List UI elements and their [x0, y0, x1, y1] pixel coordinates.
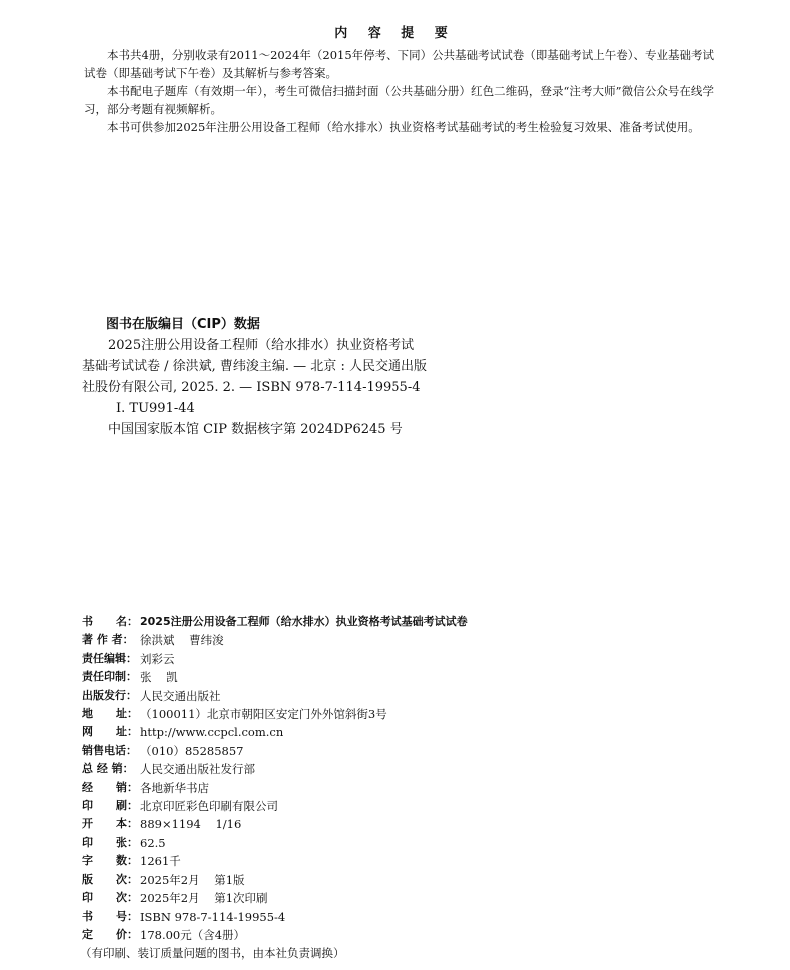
- colophon-row-price: [82, 926, 732, 944]
- colophon-value: 62.5: [140, 835, 166, 850]
- colophon-row-distributor: [82, 779, 732, 797]
- colophon-label: 书 号：: [82, 909, 138, 923]
- colophon-value: 人民交通出版社发行部: [140, 762, 255, 777]
- colophon-label: 销售电话：: [82, 743, 137, 757]
- colophon-label: 著 作 者：: [82, 633, 134, 647]
- colophon-label: 责任编辑：: [82, 651, 137, 665]
- colophon-label: 地 址：: [82, 707, 138, 721]
- colophon-value: 889×1194 1/16: [140, 817, 242, 832]
- colophon-row-sales-phone: [82, 742, 732, 760]
- colophon-label: 版 次：: [82, 872, 138, 886]
- cip-author-line: 基础考试试卷 / 徐洪斌, 曹纬浚主编. — 北京 : 人民交通出版: [82, 359, 427, 374]
- summary-paragraph-2: 本书配电子题库（有效期一年），考生可微信扫描封面（公共基础分册）红色二维码，登录“注考大师”微信公众号在线学习，部分考题有视频解析。: [84, 84, 714, 116]
- colophon-row-print-manager: [82, 668, 732, 686]
- colophon-row-word-count: [82, 852, 732, 870]
- colophon-value: 各地新华书店: [140, 780, 209, 795]
- colophon-value: 2025年2月 第1次印刷: [140, 891, 268, 906]
- colophon-value: 张 凯: [140, 670, 178, 685]
- colophon-row-printer: [82, 797, 732, 815]
- colophon-label: 印 刷：: [82, 799, 138, 813]
- colophon-label: 经 销：: [82, 780, 138, 794]
- colophon-footnote: （有印刷、装订质量问题的图书，由本社负责调换）: [80, 946, 345, 961]
- colophon-row-address: [82, 705, 732, 723]
- cip-heading: 图书在版编目（CIP）数据: [106, 317, 260, 332]
- colophon-value: 人民交通出版社: [140, 688, 221, 703]
- colophon-value: http://www.ccpcl.com.cn: [140, 725, 284, 740]
- colophon-row-editor: [82, 650, 732, 668]
- colophon-label: 印 次：: [82, 891, 138, 905]
- colophon-row-format: [82, 815, 732, 833]
- colophon-value: 1261千: [140, 854, 181, 869]
- summary-paragraph-3: 本书可供参加2025年注册公用设备工程师（给水排水）执业资格考试基础考试的考生检验复习效果、准备考试使用。: [107, 120, 700, 134]
- colophon-value: 刘彩云: [140, 651, 175, 666]
- colophon-row-isbn: [82, 908, 732, 926]
- colophon-value: 徐洪斌 曹纬浚: [140, 633, 224, 648]
- summary-body: [84, 46, 714, 136]
- colophon-value: ISBN 978-7-114-19955-4: [140, 909, 286, 924]
- cip-block: [82, 314, 542, 440]
- colophon-row-edition: [82, 871, 732, 889]
- colophon-value: （010）85285857: [140, 743, 244, 758]
- colophon-label: 印 张：: [82, 835, 138, 849]
- colophon-label: 书 名：: [82, 615, 138, 628]
- colophon-row-sheets: [82, 834, 732, 852]
- colophon-value: 2025年2月 第1版: [140, 872, 245, 887]
- colophon-value: 北京印匠彩色印刷有限公司: [140, 799, 278, 814]
- colophon-value: （100011）北京市朝阳区安定门外外馆斜街3号: [140, 707, 387, 722]
- colophon-label: 字 数：: [82, 854, 138, 868]
- colophon-label: 责任印制：: [82, 670, 137, 684]
- summary-paragraph-1: 本书共4册，分别收录有2011～2024年（2015年停考、下同）公共基础考试试卷（即基础考试上午卷）、专业基础考试试卷（即基础考试下午卷）及其解析与参考答案。: [84, 48, 714, 80]
- colophon-label: 出版发行：: [82, 688, 137, 702]
- colophon-row-printing: [82, 889, 732, 907]
- cip-publisher-line: 社股份有限公司, 2025. 2. — ISBN 978-7-114-19955-4: [82, 380, 421, 395]
- colophon: [82, 613, 732, 963]
- colophon-value: 178.00元（含4册）: [140, 927, 246, 942]
- colophon-row-title: [82, 613, 732, 631]
- colophon-label: 定 价：: [82, 927, 138, 941]
- colophon-row-publisher: [82, 687, 732, 705]
- colophon-label: 总 经 销：: [82, 762, 134, 776]
- cip-verification-line: 中国国家版本馆 CIP 数据核字第 2024DP6245 号: [108, 422, 403, 437]
- summary-title: 内 容 提 要: [334, 26, 456, 41]
- colophon-row-general-distributor: [82, 760, 732, 778]
- colophon-row-website: [82, 723, 732, 741]
- colophon-label: 开 本：: [82, 817, 138, 831]
- colophon-row-authors: [82, 631, 732, 649]
- colophon-value: 2025注册公用设备工程师（给水排水）执业资格考试基础考试试卷: [140, 615, 468, 628]
- cip-classification-line: Ⅰ. TU991-44: [116, 401, 195, 416]
- cip-title-line: 2025注册公用设备工程师（给水排水）执业资格考试: [108, 338, 415, 353]
- colophon-label: 网 址：: [82, 725, 138, 739]
